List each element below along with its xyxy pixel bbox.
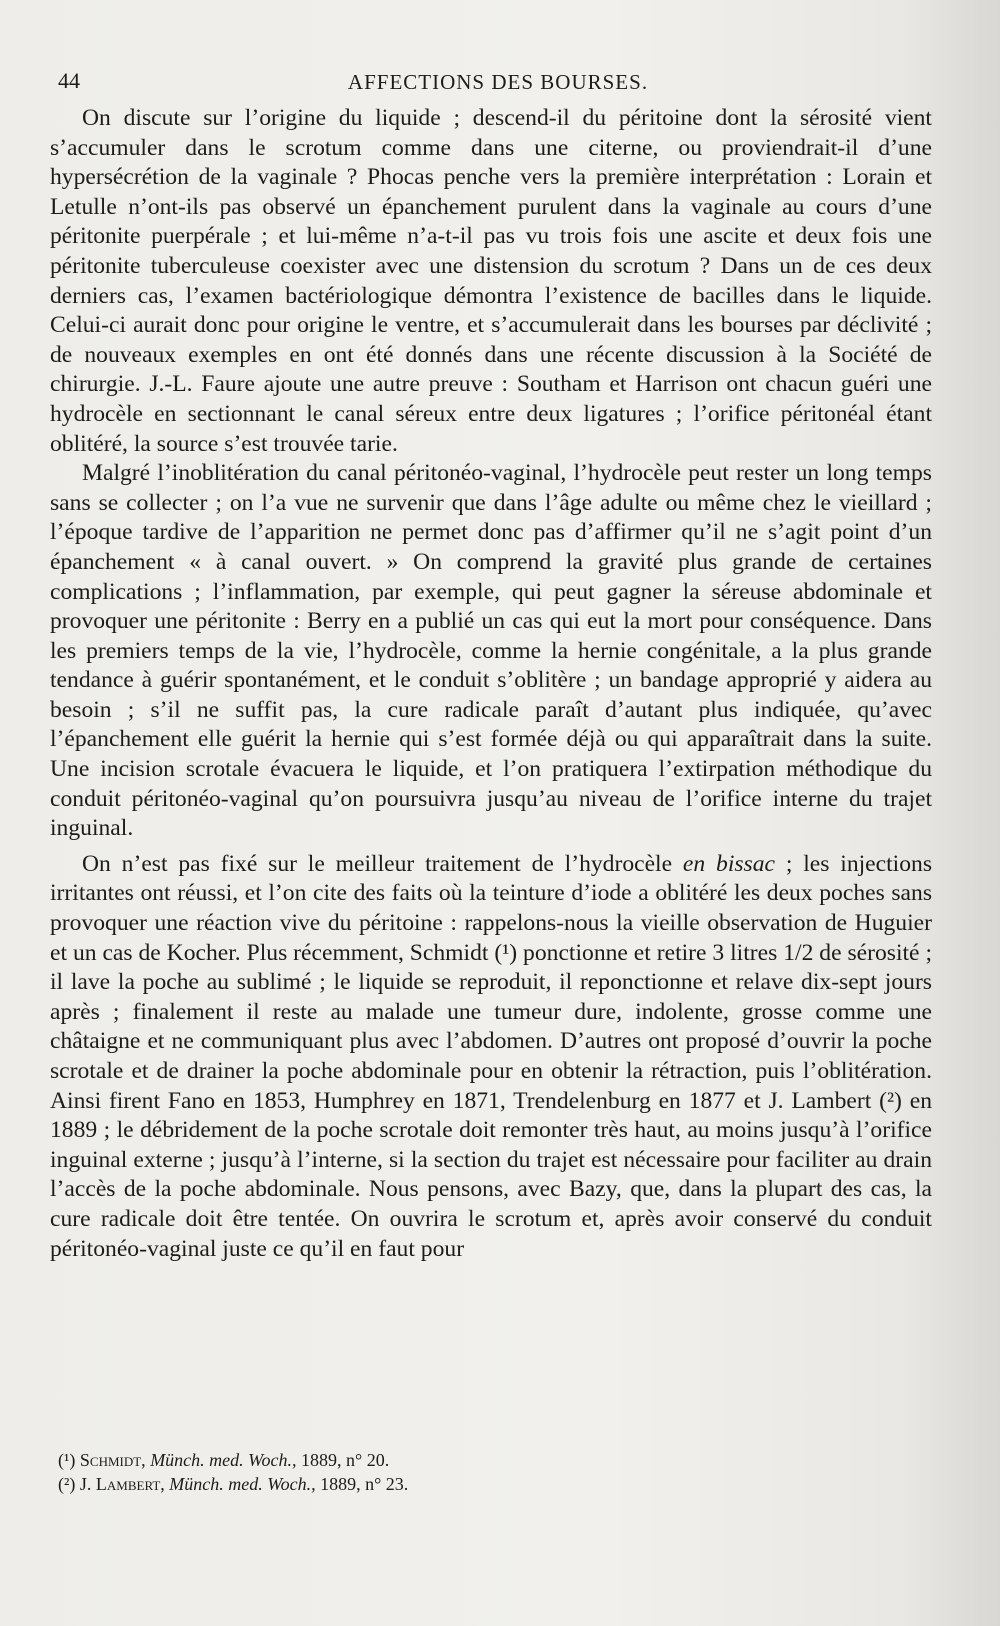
footnote-2-author: J. Lambert,: [79, 1474, 165, 1494]
footnote-2: [58, 1472, 938, 1496]
footnote-2-ref: 1889, n° 23.: [320, 1474, 409, 1494]
page-header: [58, 68, 938, 98]
page-number: 44: [58, 68, 80, 93]
running-title: AFFECTIONS DES BOURSES.: [347, 70, 649, 94]
paragraph-2: Malgré l’inoblitération du canal péritonéo-vaginal, l’hydrocèle peut rester un long temps sans se collecter ; on l’a vue ne survenir que dans l’âge adulte ou même chez le vieillard ; l’époque tardive de l’apparition ne permet donc pas d’affirmer qu’il ne s’agit point d’un épanchement « à canal ouvert. » On comprend la gravité plus grande de certaines complications ; l’inflammation, par exemple, qui peut gagner la séreuse abdominale et provoquer une péritonite : Berry en a publié un cas qui eut la mort pour conséquence. Dans les premiers temps de la vie, l’hydrocèle, comme la hernie congénitale, a la plus grande tendance à guérir spontanément, et le conduit s’oblitère ; un bandage approprié y aidera au besoin ; s’il ne suffit pas, la cure radicale paraît d’autant plus indiquée, qu’avec l’épanchement elle guérit la hernie qui s’est formée déjà ou qui apparaîtrait dans la suite. Une incision scrotale évacuera le liquide, et l’on pratiquera l’extirpation méthodique du conduit péritonéo-vaginal qu’on poursuivra jusqu’au niveau de l’orifice interne du trajet inguinal.: [50, 460, 932, 842]
footnote-1-mark: (¹): [58, 1450, 76, 1470]
paragraph-3-italic: en bissac: [682, 850, 776, 877]
footnote-1-ref: 1889, n° 20.: [301, 1450, 390, 1470]
footnote-2-mark: (²): [58, 1474, 76, 1494]
paragraph-3-start: On n’est pas fixé sur le meilleur traitement de l’hydrocèle: [82, 850, 683, 877]
footnote-1: [58, 1448, 938, 1472]
paragraph-1: On discute sur l’origine du liquide ; descend-il du péritoine dont la sérosité vient s’accumuler dans le scrotum comme dans une citerne, ou proviendrait-il d’une hypersécrétion de la vaginale ? Phocas penche vers la première interprétation : Lorain et Letulle n’ont-ils pas observé un épanchement purulent dans la vaginale au cours d’une péritonite puerpérale ; et lui-même n’a-t-il pas vu trois fois une ascite et deux fois une péritonite tuberculeuse coexister avec une distension du scrotum ? Dans un de ces deux derniers cas, l’examen bactériologique démontra l’existence de bacilles dans le liquide. Celui-ci aurait donc pour origine le ventre, et s’accumulerait dans les bourses par déclivité ; de nouveaux exemples en ont été donnés dans une récente discussion à la Société de chirurgie. J.-L. Faure ajoute une autre preuve : Southam et Harrison ont chacun guéri une hydrocèle en sectionnant le canal séreux entre deux ligatures ; l’orifice péritonéal étant oblitéré, la source s’est trouvée tarie.: [50, 105, 932, 457]
paragraph-3: [50, 850, 932, 1264]
body-text: [50, 104, 932, 1264]
footnote-1-journal: Münch. med. Woch.,: [150, 1450, 297, 1470]
paragraph-3-rest: ; les injections irritantes ont réussi, et l’on cite des faits où la teinture d’iode a oblitéré les deux poches sans provoquer une réaction vive du péritoine : rappelons-nous la vieille observation de Huguier et un cas de Kocher. Plus récemment, Schmidt (¹) ponctionne et retire 3 litres 1/2 de sérosité ; il lave la poche au sublimé ; le liquide se reproduit, il reponctionne et relave dix-sept jours après ; finalement il reste au malade une tumeur dure, indolente, grosse comme une châtaigne et ne communiquant plus avec l’abdomen. D’autres ont proposé d’ouvrir la poche scrotale et de drainer la poche abdominale pour en obtenir la rétraction, puis l’oblitération. Ainsi firent Fano en 1853, Humphrey en 1871, Trendelenburg en 1877 et J. Lambert (²) en 1889 ; le débridement de la poche scrotale doit remonter très haut, au moins jusqu’à l’orifice inguinal externe ; jusqu’à l’interne, si la section du trajet est nécessaire pour faciliter au drain l’accès de la poche abdominale. Nous pensons, avec Bazy, que, dans la plupart des cas, la cure radicale doit être tentée. On ouvrira le scrotum et, après avoir conservé du conduit péritonéo-vaginal juste ce qu’il en faut pour: [50, 850, 932, 1262]
footnote-2-journal: Münch. med. Woch.,: [169, 1474, 316, 1494]
footnotes: [58, 1448, 938, 1496]
footnote-1-author: Schmidt,: [79, 1450, 146, 1470]
